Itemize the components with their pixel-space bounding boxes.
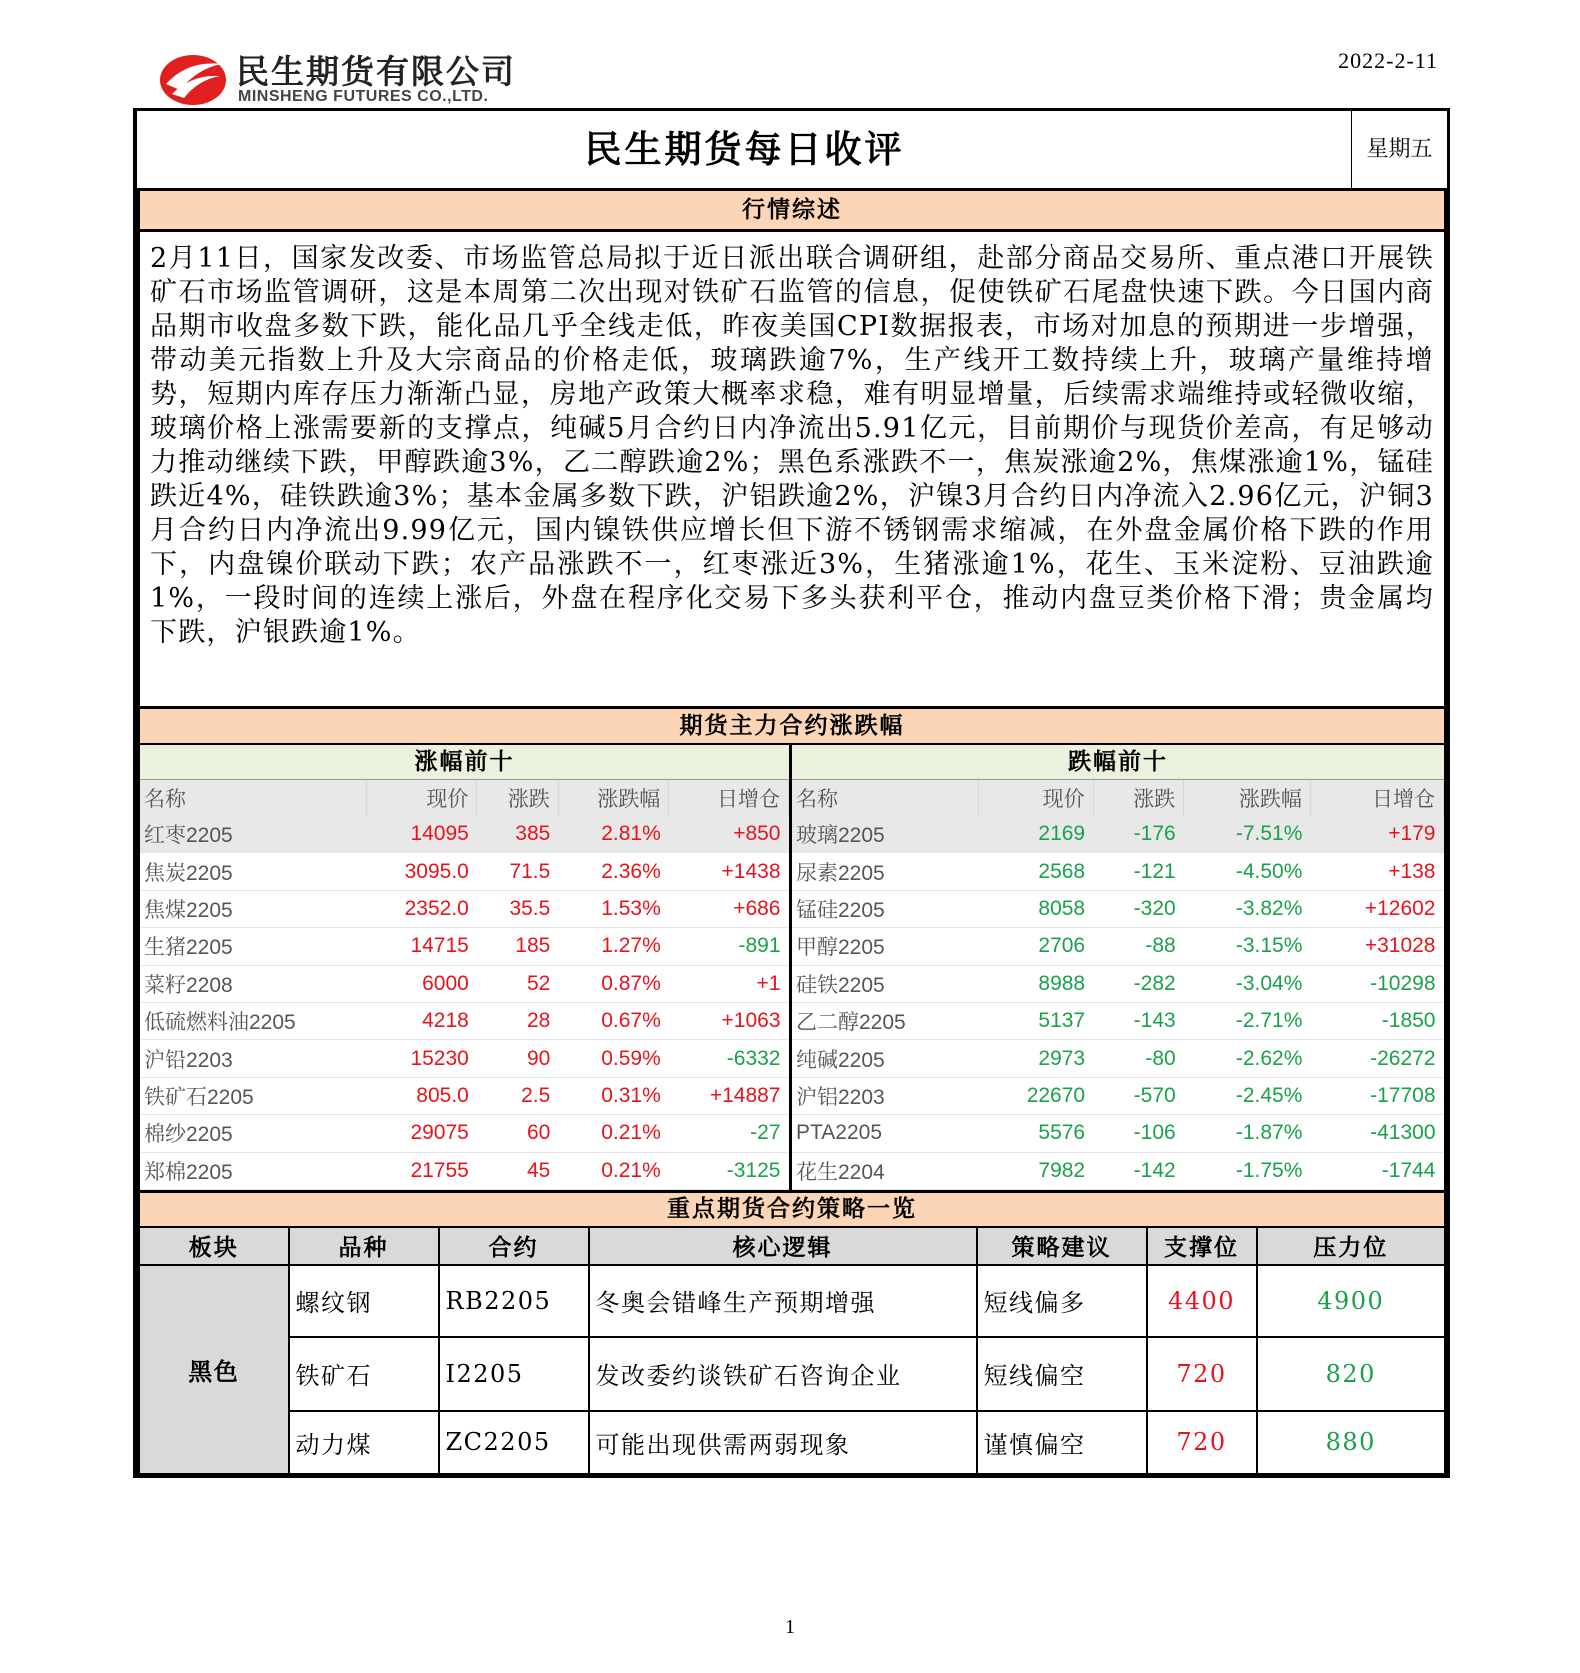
table-row bbox=[139, 1265, 1446, 1337]
contract-name: 沪铅2203 bbox=[140, 1040, 366, 1077]
table-row bbox=[792, 890, 1444, 927]
open-interest-change: -26272 bbox=[1310, 1040, 1443, 1077]
contract-name: 尿素2205 bbox=[792, 853, 979, 890]
contract-name: 焦炭2205 bbox=[140, 853, 366, 890]
open-interest-change: +1 bbox=[669, 965, 789, 1002]
last-price: 2568 bbox=[979, 853, 1093, 890]
percent-change: -2.45% bbox=[1184, 1077, 1311, 1114]
table-row bbox=[139, 1411, 1446, 1474]
last-price: 5576 bbox=[979, 1115, 1093, 1152]
price-change: 90 bbox=[477, 1040, 558, 1077]
company-name-en: MINSHENG FUTURES CO.,LTD. bbox=[238, 88, 489, 105]
last-price: 2169 bbox=[979, 816, 1093, 853]
percent-change: 1.53% bbox=[558, 890, 668, 927]
last-price: 21755 bbox=[366, 1152, 477, 1189]
last-price: 2973 bbox=[979, 1040, 1093, 1077]
last-price: 805.0 bbox=[366, 1077, 477, 1114]
table-row bbox=[140, 1002, 789, 1039]
contract-name: 低硫燃料油2205 bbox=[140, 1002, 366, 1039]
price-change: -143 bbox=[1093, 1002, 1184, 1039]
table-row bbox=[792, 853, 1444, 890]
open-interest-change: -891 bbox=[669, 928, 789, 965]
price-change: -88 bbox=[1093, 928, 1184, 965]
logic-cell: 可能出现供需两弱现象 bbox=[589, 1411, 977, 1474]
table-row bbox=[792, 816, 1444, 853]
resistance-cell: 820 bbox=[1257, 1337, 1446, 1411]
price-change: 45 bbox=[477, 1152, 558, 1189]
contract-name: 锰硅2205 bbox=[792, 890, 979, 927]
title-row bbox=[137, 108, 1447, 191]
last-price: 7982 bbox=[979, 1152, 1093, 1189]
price-change: -80 bbox=[1093, 1040, 1184, 1077]
price-change: 71.5 bbox=[477, 853, 558, 890]
table-row bbox=[792, 928, 1444, 965]
contract-name: 纯碱2205 bbox=[792, 1040, 979, 1077]
price-change: 2.5 bbox=[477, 1077, 558, 1114]
report-date: 2022-2-11 bbox=[1338, 48, 1438, 73]
column-header: 涨跌幅 bbox=[1184, 780, 1311, 816]
table-row bbox=[140, 853, 789, 890]
price-change: 28 bbox=[477, 1002, 558, 1039]
contract-name: 玻璃2205 bbox=[792, 816, 979, 853]
market-summary-text: 2月11日，国家发改委、市场监管总局拟于近日派出联合调研组，赴部分商品交易所、重点港口开展铁矿石市场监管调研，这是本周第二次出现对铁矿石监管的信息，促使铁矿石尾盘快速下跌。今日国内商品期市收盘多数下跌，能化品几乎全线走低，昨夜美国CPI数据报表，市场对加息的预期进一步增强，带动美元指数上升及大宗商品的价格走低，玻璃跌逾7%，生产线开工数持续上升，玻璃产量维持增势，短期内库存压力渐渐凸显，房地产政策大概率求稳，难有明显增量，后续需求端维持或轻微收缩，玻璃价格上涨需要新的支撑点，纯碱5月合约日内净流出5.91亿元，目前期价与现货价差高，有足够动力推动继续下跌，甲醇跌逾3%，乙二醇跌逾2%；黑色系涨跌不一，焦炭涨逾2%，焦煤涨逾1%，锰硅跌近4%，硅铁跌逾3%；基本金属多数下跌，沪铝跌逾2%，沪镍3月合约日内净流入2.96亿元，沪铜3月合约日内净流出9.99亿元，国内镍铁供应增长但下游不锈钢需求缩减，在外盘金属价格下跌的作用下，内盘镍价联动下跌；农产品涨跌不一，红枣涨近3%，生猪涨逾1%，花生、玉米淀粉、豆油跌逾1%，一段时间的连续上涨后，外盘在程序化交易下多头获利平仓，推动内盘豆类价格下滑；贵金属均下跌，沪银跌逾1%。 bbox=[137, 232, 1447, 706]
column-header: 名称 bbox=[140, 780, 366, 816]
column-header: 压力位 bbox=[1257, 1227, 1446, 1265]
percent-change: 0.21% bbox=[558, 1115, 668, 1152]
percent-change: 0.31% bbox=[558, 1077, 668, 1114]
table-row bbox=[792, 1040, 1444, 1077]
open-interest-change: +850 bbox=[669, 816, 789, 853]
table-row bbox=[140, 1115, 789, 1152]
losers-table bbox=[792, 780, 1444, 1190]
gainers-panel bbox=[140, 745, 792, 1190]
price-change: -142 bbox=[1093, 1152, 1184, 1189]
percent-change: 0.21% bbox=[558, 1152, 668, 1189]
column-header: 核心逻辑 bbox=[589, 1227, 977, 1265]
contract-name: 乙二醇2205 bbox=[792, 1002, 979, 1039]
price-change: 60 bbox=[477, 1115, 558, 1152]
column-header: 合约 bbox=[439, 1227, 589, 1265]
product-cell: 螺纹钢 bbox=[289, 1265, 439, 1337]
support-cell: 720 bbox=[1147, 1337, 1257, 1411]
contract-name: 郑棉2205 bbox=[140, 1152, 366, 1189]
column-header: 支撑位 bbox=[1147, 1227, 1257, 1265]
support-cell: 720 bbox=[1147, 1411, 1257, 1474]
logic-cell: 冬奥会错峰生产预期增强 bbox=[589, 1265, 977, 1337]
price-change: 185 bbox=[477, 928, 558, 965]
contract-name: 生猪2205 bbox=[140, 928, 366, 965]
percent-change: -1.87% bbox=[1184, 1115, 1311, 1152]
contract-name: 铁矿石2205 bbox=[140, 1077, 366, 1114]
contract-name: PTA2205 bbox=[792, 1115, 979, 1152]
last-price: 8988 bbox=[979, 965, 1093, 1002]
price-change: -106 bbox=[1093, 1115, 1184, 1152]
table-row bbox=[792, 965, 1444, 1002]
table-row bbox=[792, 1077, 1444, 1114]
open-interest-change: +14887 bbox=[669, 1077, 789, 1114]
open-interest-change: -41300 bbox=[1310, 1115, 1443, 1152]
last-price: 29075 bbox=[366, 1115, 477, 1152]
report-header bbox=[158, 46, 1438, 108]
column-header: 现价 bbox=[366, 780, 477, 816]
percent-change: -2.71% bbox=[1184, 1002, 1311, 1039]
table-row bbox=[140, 1040, 789, 1077]
ranking-tables bbox=[137, 743, 1447, 1190]
open-interest-change: -1744 bbox=[1310, 1152, 1443, 1189]
summary-heading: 行情综述 bbox=[137, 191, 1447, 232]
column-header: 现价 bbox=[979, 780, 1093, 816]
strategy-table bbox=[137, 1226, 1447, 1475]
table-row bbox=[140, 928, 789, 965]
last-price: 3095.0 bbox=[366, 853, 477, 890]
last-price: 14095 bbox=[366, 816, 477, 853]
table-row bbox=[140, 816, 789, 853]
table-row bbox=[140, 1152, 789, 1189]
page-number: 1 bbox=[785, 1616, 795, 1638]
open-interest-change: -10298 bbox=[1310, 965, 1443, 1002]
last-price: 8058 bbox=[979, 890, 1093, 927]
product-cell: 铁矿石 bbox=[289, 1337, 439, 1411]
percent-change: -1.75% bbox=[1184, 1152, 1311, 1189]
contract-cell: RB2205 bbox=[439, 1265, 589, 1337]
gainers-table bbox=[140, 780, 789, 1190]
open-interest-change: +31028 bbox=[1310, 928, 1443, 965]
contract-cell: I2205 bbox=[439, 1337, 589, 1411]
losers-panel bbox=[792, 745, 1444, 1190]
last-price: 2352.0 bbox=[366, 890, 477, 927]
price-change: -320 bbox=[1093, 890, 1184, 927]
percent-change: -3.15% bbox=[1184, 928, 1311, 965]
contract-name: 菜籽2208 bbox=[140, 965, 366, 1002]
price-change: -121 bbox=[1093, 853, 1184, 890]
report-title: 民生期货每日收评 bbox=[584, 128, 905, 171]
open-interest-change: +686 bbox=[669, 890, 789, 927]
percent-change: 0.59% bbox=[558, 1040, 668, 1077]
price-change: 52 bbox=[477, 965, 558, 1002]
percent-change: -3.82% bbox=[1184, 890, 1311, 927]
contract-name: 棉纱2205 bbox=[140, 1115, 366, 1152]
open-interest-change: -27 bbox=[669, 1115, 789, 1152]
report-sheet bbox=[133, 108, 1450, 1478]
last-price: 5137 bbox=[979, 1002, 1093, 1039]
column-header: 名称 bbox=[792, 780, 979, 816]
logic-cell: 发改委约谈铁矿石咨询企业 bbox=[589, 1337, 977, 1411]
last-price: 2706 bbox=[979, 928, 1093, 965]
open-interest-change: +179 bbox=[1310, 816, 1443, 853]
table-row bbox=[792, 1002, 1444, 1039]
support-cell: 4400 bbox=[1147, 1265, 1257, 1337]
price-change: 385 bbox=[477, 816, 558, 853]
percent-change: 2.81% bbox=[558, 816, 668, 853]
column-header: 涨跌 bbox=[1093, 780, 1184, 816]
open-interest-change: -1850 bbox=[1310, 1002, 1443, 1039]
strategy-heading: 重点期货合约策略一览 bbox=[137, 1190, 1447, 1226]
column-header: 策略建议 bbox=[977, 1227, 1147, 1265]
price-change: -282 bbox=[1093, 965, 1184, 1002]
percent-change: 0.87% bbox=[558, 965, 668, 1002]
open-interest-change: +1438 bbox=[669, 853, 789, 890]
column-header: 品种 bbox=[289, 1227, 439, 1265]
minsheng-logo-icon bbox=[158, 50, 228, 106]
open-interest-change: -17708 bbox=[1310, 1077, 1443, 1114]
open-interest-change: -6332 bbox=[669, 1040, 789, 1077]
percent-change: -4.50% bbox=[1184, 853, 1311, 890]
table-row bbox=[140, 1077, 789, 1114]
percent-change: 0.67% bbox=[558, 1002, 668, 1039]
contract-name: 红枣2205 bbox=[140, 816, 366, 853]
column-header: 涨跌幅 bbox=[558, 780, 668, 816]
last-price: 15230 bbox=[366, 1040, 477, 1077]
column-header: 日增仓 bbox=[1310, 780, 1443, 816]
advice-cell: 短线偏空 bbox=[977, 1337, 1147, 1411]
resistance-cell: 880 bbox=[1257, 1411, 1446, 1474]
column-header: 板块 bbox=[139, 1227, 289, 1265]
percent-change: -7.51% bbox=[1184, 816, 1311, 853]
open-interest-change: -3125 bbox=[669, 1152, 789, 1189]
last-price: 22670 bbox=[979, 1077, 1093, 1114]
advice-cell: 谨慎偏空 bbox=[977, 1411, 1147, 1474]
price-change: 35.5 bbox=[477, 890, 558, 927]
table-row bbox=[140, 965, 789, 1002]
sector-cell: 黑色 bbox=[139, 1265, 289, 1474]
resistance-cell: 4900 bbox=[1257, 1265, 1446, 1337]
open-interest-change: +12602 bbox=[1310, 890, 1443, 927]
open-interest-change: +138 bbox=[1310, 853, 1443, 890]
ranking-heading: 期货主力合约涨跌幅 bbox=[137, 706, 1447, 743]
table-row bbox=[140, 890, 789, 927]
contract-cell: ZC2205 bbox=[439, 1411, 589, 1474]
table-row bbox=[792, 1152, 1444, 1189]
contract-name: 沪铝2203 bbox=[792, 1077, 979, 1114]
percent-change: -2.62% bbox=[1184, 1040, 1311, 1077]
percent-change: -3.04% bbox=[1184, 965, 1311, 1002]
contract-name: 甲醇2205 bbox=[792, 928, 979, 965]
weekday-cell: 星期五 bbox=[1351, 111, 1447, 188]
last-price: 14715 bbox=[366, 928, 477, 965]
open-interest-change: +1063 bbox=[669, 1002, 789, 1039]
column-header: 日增仓 bbox=[669, 780, 789, 816]
contract-name: 硅铁2205 bbox=[792, 965, 979, 1002]
company-name-cn: 民生期货有限公司 bbox=[236, 52, 516, 91]
price-change: -176 bbox=[1093, 816, 1184, 853]
table-row bbox=[792, 1115, 1444, 1152]
gainers-title: 涨幅前十 bbox=[140, 745, 789, 780]
last-price: 4218 bbox=[366, 1002, 477, 1039]
table-row bbox=[139, 1337, 1446, 1411]
last-price: 6000 bbox=[366, 965, 477, 1002]
contract-name: 焦煤2205 bbox=[140, 890, 366, 927]
contract-name: 花生2204 bbox=[792, 1152, 979, 1189]
losers-title: 跌幅前十 bbox=[792, 745, 1444, 780]
column-header: 涨跌 bbox=[477, 780, 558, 816]
percent-change: 1.27% bbox=[558, 928, 668, 965]
product-cell: 动力煤 bbox=[289, 1411, 439, 1474]
percent-change: 2.36% bbox=[558, 853, 668, 890]
price-change: -570 bbox=[1093, 1077, 1184, 1114]
advice-cell: 短线偏多 bbox=[977, 1265, 1147, 1337]
